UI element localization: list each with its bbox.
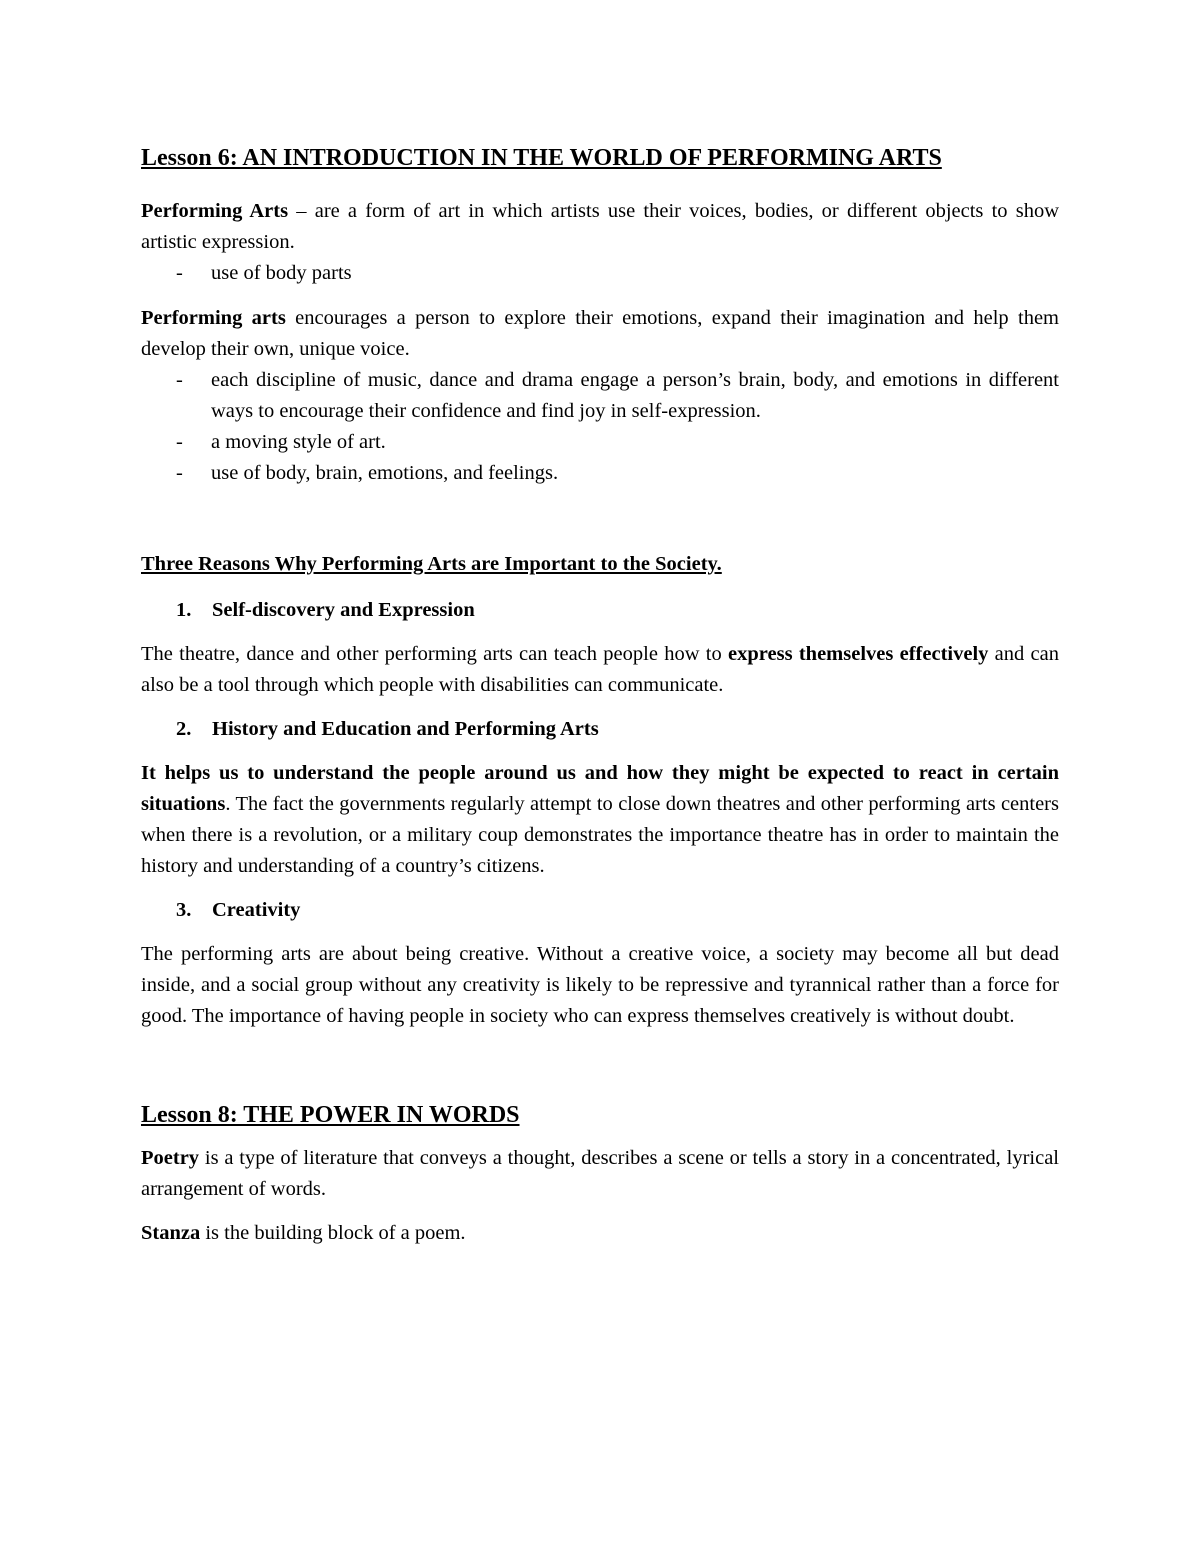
performing-arts-definition <box>141 196 1059 258</box>
reason-1-text <box>141 639 1059 701</box>
reason-heading-text: History and Education and Performing Arts <box>212 718 599 740</box>
stanza-definition <box>141 1218 1059 1249</box>
poetry-definition <box>141 1143 1059 1205</box>
reason-text-part: The theatre, dance and other performing arts can teach people how to <box>141 643 729 665</box>
reason-text-part: and can also be a tool through which people with disabilities can communicate. <box>141 643 1059 696</box>
dash-bullet: - <box>176 462 183 484</box>
dash-bullet: - <box>176 262 183 284</box>
discipline-list <box>141 365 1059 489</box>
reason-2-text <box>141 758 1059 882</box>
lesson-6-title: Lesson 6: AN INTRODUCTION IN THE WORLD OF PERFORMING ARTS <box>141 145 942 171</box>
document-content <box>141 140 1059 1249</box>
reason-1-heading <box>141 595 1059 626</box>
performing-arts-paragraph <box>141 303 1059 365</box>
list-item <box>141 427 1059 458</box>
list-item-text: use of body, brain, emotions, and feelings. <box>211 462 559 484</box>
term-poetry: Poetry <box>141 1147 200 1169</box>
lesson-8-title: Lesson 8: THE POWER IN WORDS <box>141 1102 520 1128</box>
reason-bold-text: It helps us to understand the people around us and how they might be expected to react in certain situations <box>141 762 1059 815</box>
list-item <box>141 258 1059 289</box>
reasons-title: Three Reasons Why Performing Arts are Important to the Society. <box>141 553 722 575</box>
list-item-text: each discipline of music, dance and drama engage a person’s brain, body, and emotions in different ways to encourage their confidence and find joy in self-expression. <box>211 369 1059 422</box>
list-item <box>141 458 1059 489</box>
definition-text: – are a form of art in which artists use their voices, bodies, or different objects to show artistic expression. <box>141 200 1059 253</box>
poetry-text: is a type of literature that conveys a thought, describes a scene or tells a story in a concentrated, lyrical arrangement of words. <box>141 1147 1059 1200</box>
list-item <box>141 365 1059 427</box>
dash-bullet: - <box>176 369 183 391</box>
term-performing-arts-2: Performing arts <box>141 307 286 329</box>
stanza-text: is the building block of a poem. <box>200 1222 466 1244</box>
reason-3-heading <box>141 895 1059 926</box>
reason-heading-text: Creativity <box>212 899 301 921</box>
term-performing-arts: Performing Arts <box>141 200 289 222</box>
reason-bold-text: express themselves effectively <box>728 643 989 665</box>
reason-heading-text: Self-discovery and Expression <box>212 599 475 621</box>
reason-3-text: The performing arts are about being creative. Without a creative voice, a society may become all but dead inside, and a social group without any creativity is likely to be repressive and tyrannical rather than a force for good. The importance of having people in society who can express themselves creatively is without doubt. <box>141 943 1059 1027</box>
reason-number: 3. <box>176 899 192 921</box>
reason-2-heading <box>141 714 1059 745</box>
dash-bullet: - <box>176 431 183 453</box>
term-stanza: Stanza <box>141 1222 201 1244</box>
reason-text-part: . The fact the governments regularly attempt to close down theatres and other performing arts centers when there is a revolution, or a military coup demonstrates the importance theatre has in order to maintain the history and understanding of a country’s citizens. <box>141 793 1059 877</box>
list-item-text: a moving style of art. <box>211 431 386 453</box>
reason-number: 1. <box>176 599 192 621</box>
paragraph-text: encourages a person to explore their emotions, expand their imagination and help them develop their own, unique voice. <box>141 307 1059 360</box>
reason-number: 2. <box>176 718 192 740</box>
list-item-text: use of body parts <box>211 262 352 284</box>
body-parts-list <box>141 258 1059 289</box>
